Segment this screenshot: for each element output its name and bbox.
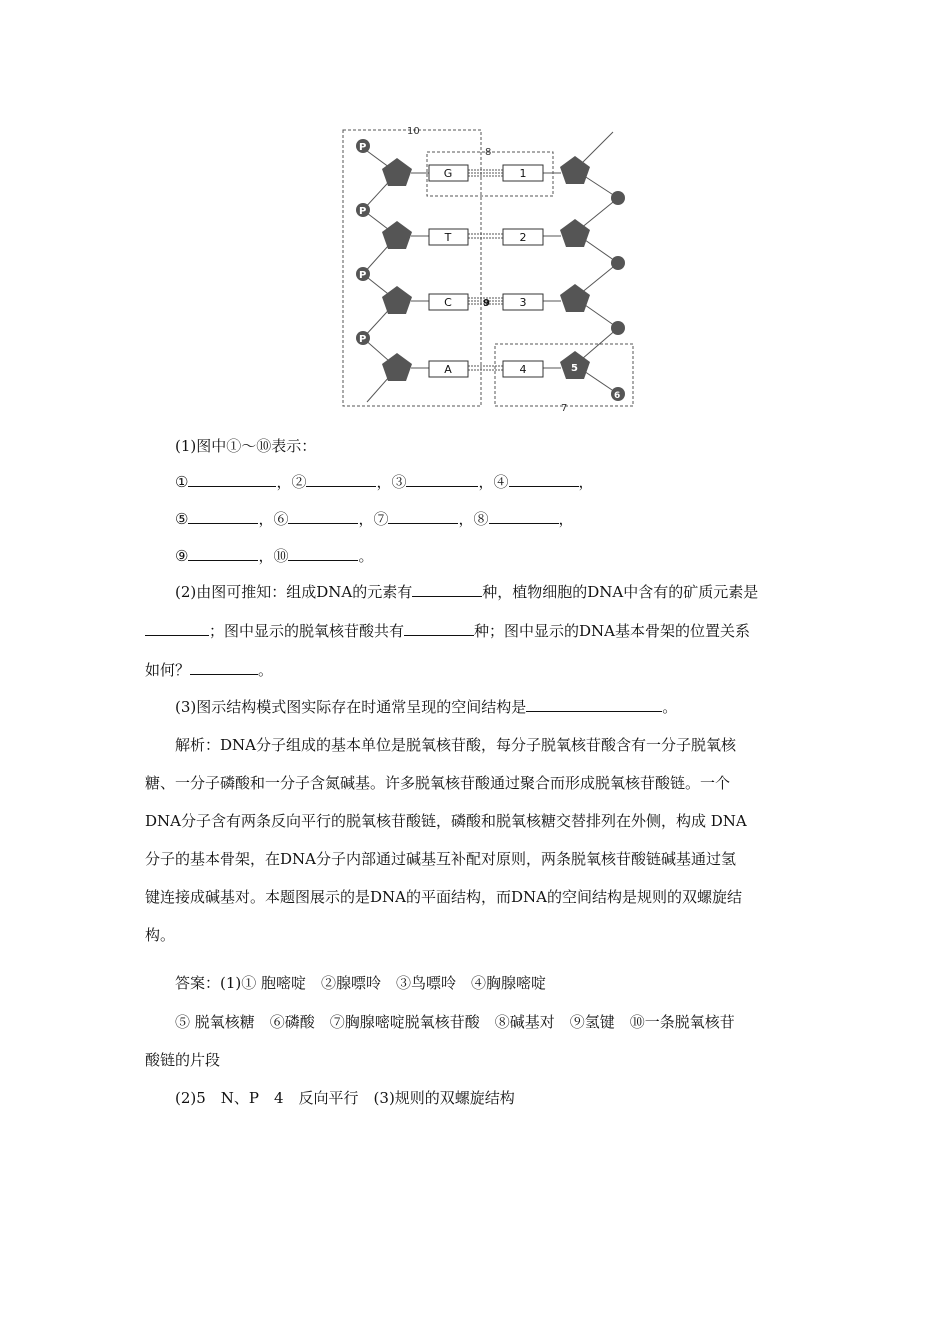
answer-blank bbox=[188, 509, 258, 524]
phosphate-label-4: P bbox=[359, 334, 367, 345]
analysis-line-5: 键连接成碱基对。本题图展示的是DNA的平面结构，而DNA的空间结构是规则的双螺旋结 bbox=[145, 888, 742, 906]
base-left-2: T bbox=[444, 231, 452, 244]
base-right-2: 2 bbox=[519, 231, 527, 244]
base-left-3: C bbox=[444, 296, 452, 309]
phosphate-right-3 bbox=[611, 321, 625, 335]
phosphate-left-group bbox=[356, 139, 370, 345]
q2-line3: 如何？ 。 bbox=[145, 661, 274, 679]
answer-blank bbox=[145, 621, 209, 636]
answer-blank bbox=[404, 621, 474, 636]
analysis-line-2: 糖、一分子磷酸和一分子含氮碱基。许多脱氧核苷酸通过聚合而形成脱氧核苷酸链。一个 bbox=[145, 774, 731, 792]
answer-blank bbox=[306, 472, 376, 487]
analysis-line-6: 构。 bbox=[145, 926, 176, 944]
label-10: 10 bbox=[407, 126, 420, 137]
answer-blank bbox=[190, 660, 258, 675]
phosphate-right-1 bbox=[611, 191, 625, 205]
phosphate-right-2 bbox=[611, 256, 625, 270]
answer-blank bbox=[412, 582, 482, 597]
base-right-4: 4 bbox=[519, 363, 527, 376]
sugar-left-2 bbox=[382, 221, 412, 249]
q1-title: (1)图中①～⑩表示： bbox=[175, 437, 317, 455]
dna-structure-diagram bbox=[335, 118, 655, 418]
sugar-left-4 bbox=[382, 353, 412, 381]
sugar-right-3 bbox=[560, 284, 590, 312]
base-right-3: 3 bbox=[519, 296, 527, 309]
q1-row3: ⑨ ，⑩ 。 bbox=[175, 547, 374, 565]
sugar-left-1 bbox=[382, 158, 412, 186]
q2-line2: ；图中显示的脱氧核苷酸共有 种；图中显示的DNA基本骨架的位置关系 bbox=[145, 621, 845, 641]
q2-line1: (2)由图可推知：组成DNA的元素有 种，植物细胞的DNA中含有的矿质元素是 bbox=[175, 583, 759, 601]
answer-blank bbox=[526, 697, 662, 712]
dna-diagram-svg bbox=[335, 118, 655, 418]
analysis-line-4: 分子的基本骨架，在DNA分子内部通过碱基互补配对原则，两条脱氧核苷酸链碱基通过氢 bbox=[145, 850, 736, 868]
answer-blank bbox=[188, 472, 276, 487]
answer-blank bbox=[188, 546, 258, 561]
answer-line-4: (2)5 N、P 4 反向平行 (3)规则的双螺旋结构 bbox=[175, 1089, 515, 1107]
analysis-line-1: 解析：DNA分子组成的基本单位是脱氧核苷酸，每分子脱氧核苷酸含有一分子脱氧核 bbox=[175, 736, 736, 754]
sugar-left-3 bbox=[382, 286, 412, 314]
phosphate-label-2: P bbox=[359, 206, 367, 217]
q1-row2: ⑤ ，⑥ ，⑦ ，⑧ ， bbox=[175, 510, 574, 528]
phosphate-label-1: P bbox=[359, 142, 367, 153]
answer-line-3: 酸链的片段 bbox=[145, 1051, 221, 1069]
answer-blank bbox=[388, 509, 458, 524]
answer-line-2: ⑤ 脱氧核糖 ⑥磷酸 ⑦胸腺嘧啶脱氧核苷酸 ⑧碱基对 ⑨氢键 ⑩一条脱氧核苷 bbox=[175, 1013, 735, 1031]
label-8: 8 bbox=[485, 147, 492, 158]
analysis-line-3: DNA分子含有两条反向平行的脱氧核苷酸链，磷酸和脱氧核糖交替排列在外侧，构成 DNA bbox=[145, 812, 747, 830]
answer-blank bbox=[288, 546, 358, 561]
label-7: 7 bbox=[561, 403, 568, 414]
label-9: 9 bbox=[483, 298, 490, 309]
answer-blank bbox=[509, 472, 579, 487]
sugar-right-2 bbox=[560, 219, 590, 247]
base-right-1: 1 bbox=[519, 167, 527, 180]
label-5: 5 bbox=[571, 363, 578, 374]
answer-line-1: 答案：(1)① 胞嘧啶 ②腺嘌呤 ③鸟嘌呤 ④胸腺嘧啶 bbox=[175, 974, 547, 992]
base-left-4: A bbox=[444, 363, 452, 376]
answer-blank bbox=[288, 509, 358, 524]
base-left-1: G bbox=[443, 167, 453, 180]
q1-row1: ① ，② ，③ ，④ ， bbox=[175, 473, 594, 491]
answer-blank bbox=[489, 509, 559, 524]
answer-blank bbox=[406, 472, 478, 487]
label-6: 6 bbox=[614, 391, 621, 401]
phosphate-label-3: P bbox=[359, 270, 367, 281]
q3-line: (3)图示结构模式图实际存在时通常呈现的空间结构是 。 bbox=[175, 698, 678, 716]
